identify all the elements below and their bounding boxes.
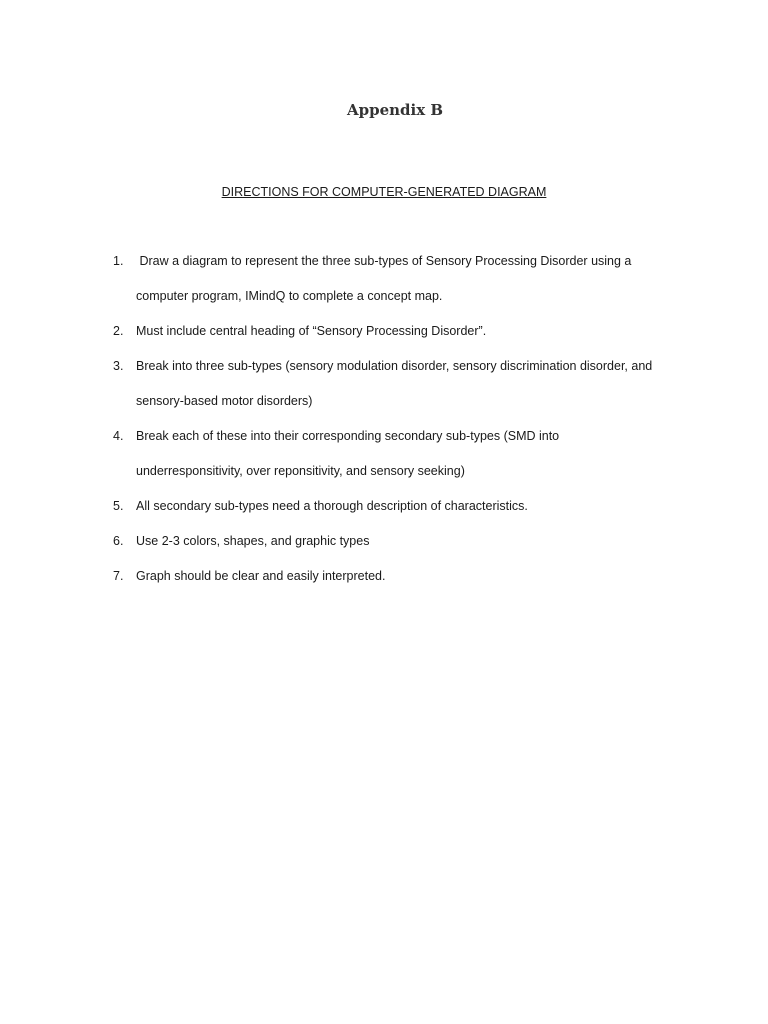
page-title: Appendix B (346, 101, 444, 119)
list-item-4 (113, 419, 693, 489)
list-item-2 (113, 314, 693, 349)
list-number: 1. (113, 254, 124, 268)
list-text-line: Use 2-3 colors, shapes, and graphic types (136, 534, 370, 548)
list-item-7 (113, 559, 693, 594)
list-number: 2. (113, 324, 124, 338)
section-heading: DIRECTIONS FOR COMPUTER-GENERATED DIAGRAM (221, 185, 547, 199)
directions-list (113, 244, 693, 594)
list-text-line: computer program, IMindQ to complete a concept map. (136, 289, 443, 303)
list-number: 3. (113, 359, 124, 373)
list-text-line: Break each of these into their corresponding secondary sub-types (SMD into (136, 429, 560, 443)
list-number: 7. (113, 569, 124, 583)
list-number: 5. (113, 499, 124, 513)
list-item-5 (113, 489, 693, 524)
list-text-line: underresponsitivity, over reponsitivity, and sensory seeking) (136, 464, 465, 478)
list-item-3 (113, 349, 693, 419)
list-text-line: Must include central heading of “Sensory Processing Disorder”. (136, 324, 487, 338)
list-text-line: All secondary sub-types need a thorough description of characteristics. (136, 499, 528, 513)
list-text-line: Graph should be clear and easily interpreted. (136, 569, 386, 583)
list-item-1 (113, 244, 693, 314)
list-number: 4. (113, 429, 124, 443)
list-text-line: Break into three sub-types (sensory modulation disorder, sensory discrimination disorder, and (136, 359, 653, 373)
list-text-line: sensory-based motor disorders) (136, 394, 313, 408)
list-item-6 (113, 524, 693, 559)
list-text-line: Draw a diagram to represent the three sub-types of Sensory Processing Disorder using a (136, 254, 632, 268)
list-number: 6. (113, 534, 124, 548)
